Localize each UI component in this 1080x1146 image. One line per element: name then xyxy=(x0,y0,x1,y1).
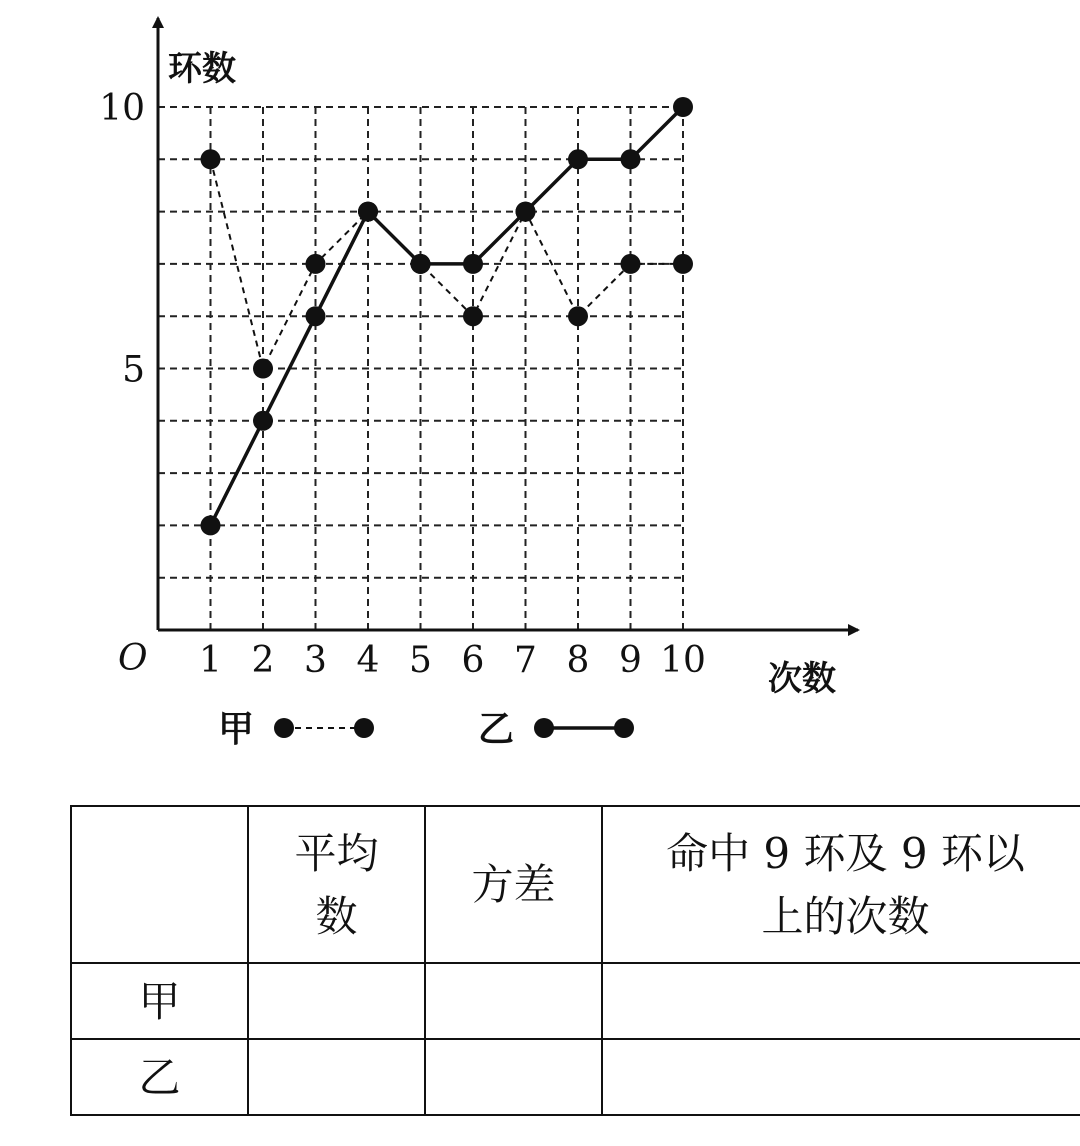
cell-yi-variance[interactable] xyxy=(425,1039,602,1115)
x-tick-label: 6 xyxy=(461,640,485,681)
data-point-yi xyxy=(253,411,273,431)
header-cell-hits xyxy=(602,806,1080,963)
data-point-jia xyxy=(673,254,693,274)
data-point-yi xyxy=(463,254,483,274)
y-tick-label: 10 xyxy=(99,88,145,129)
cell-jia-variance[interactable] xyxy=(425,963,602,1039)
x-tick-label: 10 xyxy=(660,640,706,681)
cell-yi-hits[interactable] xyxy=(602,1039,1080,1115)
data-point-jia xyxy=(201,149,221,169)
header-variance-line-1: 方差 xyxy=(471,860,556,909)
x-tick-label: 8 xyxy=(566,640,590,681)
legend-marker xyxy=(534,718,554,738)
legend xyxy=(218,709,634,750)
data-point-jia xyxy=(621,254,641,274)
stats-table xyxy=(70,805,1080,1116)
y-axis-label: 环数 xyxy=(168,49,236,89)
data-point-yi xyxy=(411,254,431,274)
data-point-yi xyxy=(673,97,693,117)
data-point-yi xyxy=(306,306,326,326)
data-point-yi xyxy=(621,149,641,169)
table-header-row xyxy=(71,806,1080,963)
data-point-jia xyxy=(253,359,273,379)
cell-jia-hits[interactable] xyxy=(602,963,1080,1039)
header-cell-empty xyxy=(71,806,248,963)
legend-marker xyxy=(274,718,294,738)
data-point-jia xyxy=(568,306,588,326)
header-mean-line-2: 数 xyxy=(315,891,358,941)
x-tick-labels xyxy=(199,640,706,681)
row-label-jia: 甲 xyxy=(71,963,248,1039)
legend-marker xyxy=(354,718,374,738)
x-tick-label: 7 xyxy=(514,640,537,681)
data-point-yi xyxy=(201,515,221,535)
header-cell-mean xyxy=(248,806,425,963)
cell-jia-mean[interactable] xyxy=(248,963,425,1039)
data-point-yi xyxy=(568,149,588,169)
origin-label: O xyxy=(118,638,148,679)
legend-label: 甲 xyxy=(218,709,255,750)
header-mean-line-1: 平均 xyxy=(294,828,379,878)
cell-yi-mean[interactable] xyxy=(248,1039,425,1115)
y-tick-label: 5 xyxy=(122,349,145,391)
data-point-jia xyxy=(463,306,483,326)
x-tick-label: 4 xyxy=(356,640,380,681)
x-tick-label: 5 xyxy=(409,640,432,681)
x-tick-label: 9 xyxy=(619,640,642,681)
y-tick-labels xyxy=(99,88,145,391)
legend-label: 乙 xyxy=(478,709,515,750)
data-point-yi xyxy=(358,202,378,222)
x-tick-label: 1 xyxy=(199,640,222,681)
x-tick-label: 3 xyxy=(304,640,327,681)
data-point-yi xyxy=(516,202,536,222)
header-hits-line-1: 命中 9 环及 9 环以 xyxy=(666,828,1025,878)
legend-marker xyxy=(614,718,634,738)
grid xyxy=(158,107,683,630)
table-row xyxy=(71,963,1080,1039)
x-tick-label: 2 xyxy=(251,640,275,681)
data-point-jia xyxy=(306,254,326,274)
row-label-yi: 乙 xyxy=(71,1039,248,1115)
x-axis-label: 次数 xyxy=(768,659,836,699)
table-row xyxy=(71,1039,1080,1115)
header-hits-line-2: 上的次数 xyxy=(761,891,930,941)
header-cell-variance xyxy=(425,806,602,963)
